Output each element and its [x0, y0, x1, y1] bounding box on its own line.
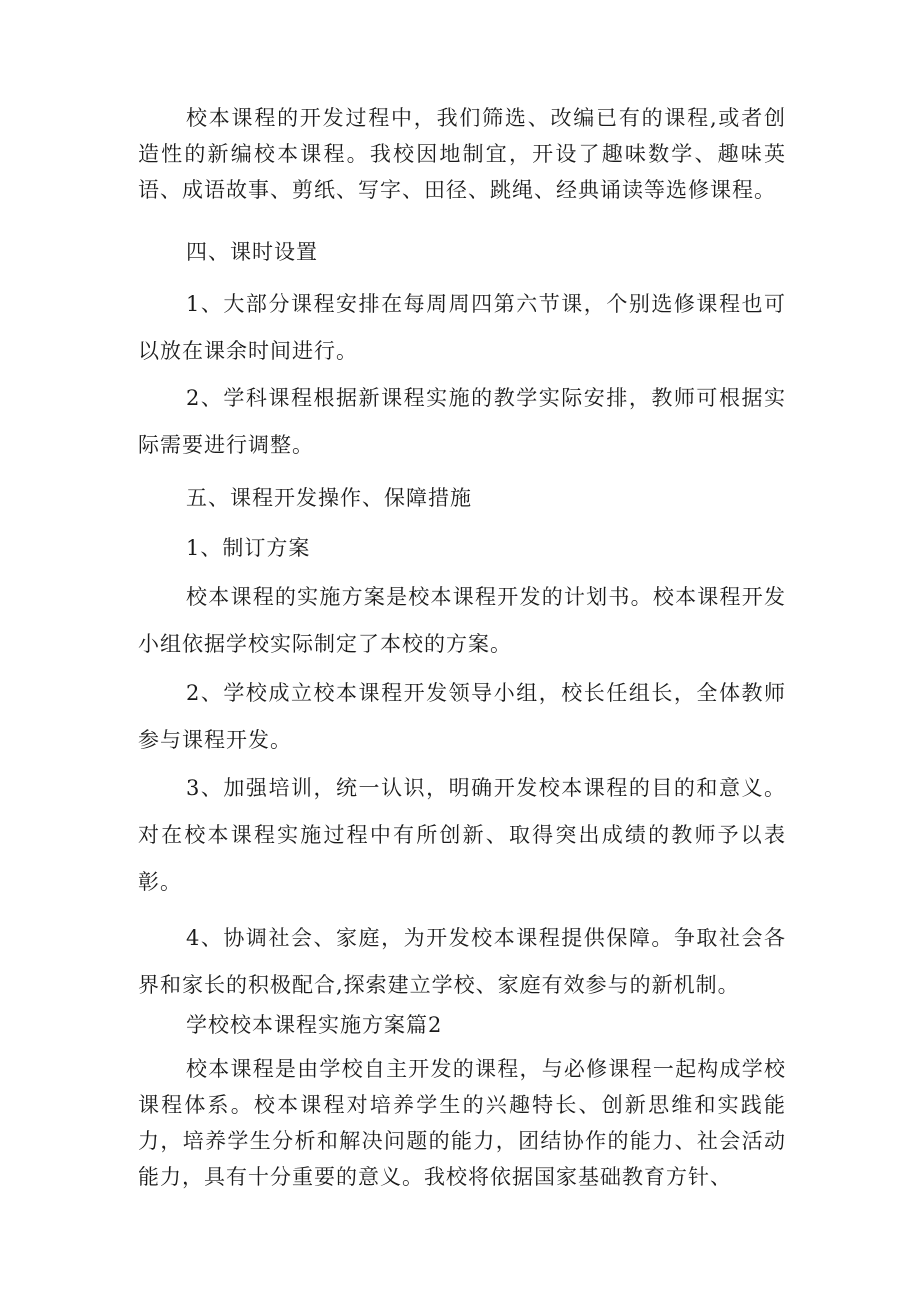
paragraph-leadership-group: 2、学校成立校本课程开发领导小组，校长任组长，全体教师参与课程开发。: [138, 681, 786, 752]
paragraph-course-intro: 校本课程是由学校自主开发的课程，与必修课程一起构成学校课程体系。校本课程对培养学生的兴趣特长、创新思维和实践能力，培养学生分析和解决问题的能力，团结协作的能力、社会活动能力，具有十分重要的意义。我校将依据国家基础教育方针、: [138, 1057, 786, 1189]
paragraph-schedule-2: 2、学科课程根据新课程实施的教学实际安排，教师可根据实际需要进行调整。: [138, 386, 786, 457]
paragraph-schedule-1: 1、大部分课程安排在每周周四第六节课，个别选修课程也可以放在课余时间进行。: [138, 292, 786, 363]
heading-class-hours: 四、课时设置: [186, 240, 318, 264]
paragraph-course-development: 校本课程的开发过程中，我们筛选、改编已有的课程,或者创造性的新编校本课程。我校因地制宜，开设了趣味数学、趣味英语、成语故事、剪纸、写字、田径、跳绳、经典诵读等选修课程。: [138, 106, 786, 202]
heading-plan-part-2: 学校校本课程实施方案篇2: [186, 1013, 443, 1037]
paragraph-plan-description: 校本课程的实施方案是校本课程开发的计划书。校本课程开发小组依据学校实际制定了本校的方案。: [138, 585, 786, 656]
paragraph-training: 3、加强培训，统一认识，明确开发校本课程的目的和意义。对在校本课程实施过程中有所创新、取得突出成绩的教师予以表彰。: [138, 776, 786, 894]
heading-operation-measures: 五、课程开发操作、保障措施: [186, 486, 472, 510]
heading-make-plan: 1、制订方案: [186, 536, 311, 560]
paragraph-coordination: 4、协调社会、家庭，为开发校本课程提供保障。争取社会各界和家长的积极配合,探索建立学校、家庭有效参与的新机制。: [138, 926, 786, 997]
